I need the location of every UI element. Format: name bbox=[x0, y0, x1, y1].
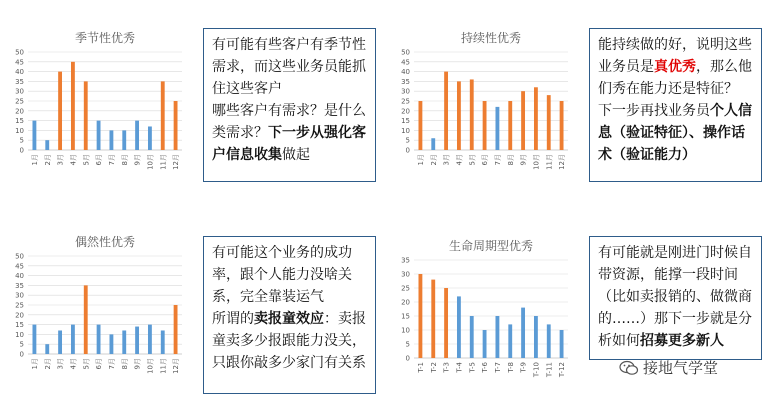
x-tick-label: 11月 bbox=[545, 154, 554, 170]
bar bbox=[508, 101, 512, 150]
note-persistent-d: 下一步再找业务员 bbox=[598, 103, 710, 119]
bar bbox=[457, 296, 461, 358]
bar bbox=[534, 87, 538, 150]
chart-title: 持续性优秀 bbox=[460, 31, 522, 45]
x-tick-label: 12月 bbox=[172, 154, 181, 170]
bar bbox=[71, 62, 75, 150]
note-persistent-emphasis: 个人信息（验证特征）、操作话术（验证能力） bbox=[598, 103, 752, 163]
bar bbox=[97, 325, 101, 354]
bar bbox=[122, 330, 126, 354]
bar bbox=[174, 305, 178, 354]
x-tick-label: 9月 bbox=[519, 154, 528, 166]
bar bbox=[547, 324, 551, 358]
x-tick-label: 10月 bbox=[146, 154, 155, 170]
note-occasional-line2 bbox=[212, 308, 368, 374]
x-tick-label: 3月 bbox=[56, 358, 65, 370]
y-tick-label: 15 bbox=[401, 117, 410, 126]
bar bbox=[483, 330, 487, 358]
y-tick-label: 5 bbox=[405, 340, 410, 349]
bar bbox=[444, 72, 448, 150]
y-tick-label: 30 bbox=[401, 270, 410, 279]
y-tick-label: 15 bbox=[15, 321, 24, 330]
chart-persistent-svg bbox=[392, 28, 574, 188]
note-persistent bbox=[589, 28, 762, 182]
x-tick-label: 9月 bbox=[133, 154, 142, 166]
note-seasonal-emphasis: 下一步从强化客户信息收集 bbox=[212, 125, 366, 163]
note-seasonal-question: 哪些客户有需求？是什么类需求？ bbox=[212, 103, 366, 141]
y-tick-label: 40 bbox=[401, 68, 410, 77]
chart-seasonal bbox=[6, 28, 188, 188]
bar bbox=[444, 288, 448, 358]
x-tick-label: T-9 bbox=[519, 362, 528, 373]
y-tick-label: 0 bbox=[405, 146, 410, 155]
x-tick-label: 7月 bbox=[107, 154, 116, 166]
note-persistent-line1 bbox=[598, 34, 754, 100]
x-tick-label: T-5 bbox=[468, 362, 477, 373]
x-tick-label: 8月 bbox=[120, 358, 129, 370]
y-tick-label: 40 bbox=[15, 68, 24, 77]
note-occasional-emphasis: 卖报童效应 bbox=[254, 311, 324, 327]
bar bbox=[457, 81, 461, 150]
bar bbox=[431, 138, 435, 150]
bar bbox=[560, 330, 564, 358]
x-tick-label: T-1 bbox=[416, 362, 425, 373]
x-tick-label: 5月 bbox=[468, 154, 477, 166]
y-tick-label: 35 bbox=[15, 281, 24, 290]
bar bbox=[521, 308, 525, 358]
x-tick-label: 1月 bbox=[30, 154, 39, 166]
chart-occasional-svg bbox=[6, 232, 188, 392]
y-tick-label: 50 bbox=[15, 48, 24, 57]
bar bbox=[560, 101, 564, 150]
bar bbox=[495, 316, 499, 358]
note-seasonal-line1: 有可能有些客户有季节性需求，而这些业务员能抓住这些客户 bbox=[212, 37, 366, 97]
x-tick-label: 8月 bbox=[120, 154, 129, 166]
bar bbox=[58, 72, 62, 150]
y-tick-label: 25 bbox=[15, 97, 24, 106]
y-tick-label: 5 bbox=[19, 136, 24, 145]
bar bbox=[32, 325, 36, 354]
bar bbox=[547, 95, 551, 150]
bar bbox=[174, 101, 178, 150]
y-tick-label: 5 bbox=[19, 340, 24, 349]
bar bbox=[521, 91, 525, 150]
y-tick-label: 10 bbox=[15, 330, 24, 339]
note-persistent-highlight: 真优秀 bbox=[654, 59, 696, 75]
note-persistent-line2 bbox=[598, 100, 754, 166]
x-tick-label: T-2 bbox=[429, 362, 438, 373]
note-seasonal-line2 bbox=[212, 100, 368, 166]
bar bbox=[534, 316, 538, 358]
x-tick-label: 11月 bbox=[159, 154, 168, 170]
x-tick-label: T-4 bbox=[455, 362, 464, 373]
x-tick-label: 1月 bbox=[416, 154, 425, 166]
bar bbox=[135, 327, 139, 354]
y-tick-label: 25 bbox=[401, 97, 410, 106]
y-tick-label: 25 bbox=[401, 284, 410, 293]
x-tick-label: 4月 bbox=[69, 358, 78, 370]
y-tick-label: 15 bbox=[15, 117, 24, 126]
y-tick-label: 10 bbox=[15, 126, 24, 135]
x-tick-label: T-11 bbox=[545, 362, 554, 378]
y-tick-label: 15 bbox=[401, 312, 410, 321]
x-tick-label: 8月 bbox=[506, 154, 515, 166]
y-tick-label: 10 bbox=[401, 126, 410, 135]
bar bbox=[148, 325, 152, 354]
x-tick-label: T-10 bbox=[532, 362, 541, 378]
watermark bbox=[619, 357, 718, 378]
note-occasional-line1: 有可能这个业务的成功率，跟个人能力没啥关系，完全靠装运气 bbox=[212, 245, 352, 305]
x-tick-label: T-3 bbox=[442, 362, 451, 373]
note-seasonal-tail: 做起 bbox=[282, 147, 310, 163]
x-tick-label: T-7 bbox=[493, 362, 502, 373]
y-tick-label: 25 bbox=[15, 301, 24, 310]
x-tick-label: 12月 bbox=[172, 358, 181, 374]
x-tick-label: 10月 bbox=[146, 358, 155, 374]
bar bbox=[45, 344, 49, 354]
x-tick-label: 6月 bbox=[95, 358, 104, 370]
x-tick-label: 6月 bbox=[481, 154, 490, 166]
bar bbox=[418, 101, 422, 150]
bar bbox=[418, 274, 422, 358]
bar bbox=[470, 79, 474, 150]
x-tick-label: 7月 bbox=[107, 358, 116, 370]
x-tick-label: 2月 bbox=[43, 154, 52, 166]
x-tick-label: 2月 bbox=[43, 358, 52, 370]
x-tick-label: T-6 bbox=[481, 362, 490, 373]
y-tick-label: 50 bbox=[401, 48, 410, 57]
bar bbox=[495, 107, 499, 150]
note-lifecycle-line1 bbox=[598, 242, 754, 352]
y-tick-label: 20 bbox=[15, 311, 24, 320]
note-occasional-c: ：卖报童卖多少报跟能力没关，只跟你敲多少家门有关系 bbox=[212, 311, 366, 371]
x-tick-label: 7月 bbox=[493, 154, 502, 166]
x-tick-label: 11月 bbox=[159, 358, 168, 374]
y-tick-label: 5 bbox=[405, 136, 410, 145]
chart-title: 季节性优秀 bbox=[74, 31, 136, 45]
note-occasional-a: 所谓的 bbox=[212, 311, 254, 327]
chart-title: 生命周期型优秀 bbox=[448, 239, 534, 253]
bar bbox=[148, 126, 152, 150]
y-tick-label: 0 bbox=[19, 146, 24, 155]
y-tick-label: 30 bbox=[15, 291, 24, 300]
y-tick-label: 20 bbox=[401, 107, 410, 116]
x-tick-label: 3月 bbox=[56, 154, 65, 166]
chart-occasional bbox=[6, 232, 188, 392]
y-tick-label: 30 bbox=[401, 87, 410, 96]
y-tick-label: 45 bbox=[15, 58, 24, 67]
bar bbox=[109, 334, 113, 354]
bar bbox=[84, 285, 88, 354]
y-tick-label: 35 bbox=[401, 77, 410, 86]
y-tick-label: 45 bbox=[15, 262, 24, 271]
y-tick-label: 45 bbox=[401, 58, 410, 67]
y-tick-label: 35 bbox=[401, 256, 410, 265]
y-tick-label: 20 bbox=[401, 298, 410, 307]
chart-lifecycle bbox=[392, 236, 574, 396]
note-persistent-a: 能持续做的好，说明这些业务员是 bbox=[598, 37, 752, 75]
x-tick-label: 12月 bbox=[558, 154, 567, 170]
x-tick-label: 4月 bbox=[455, 154, 464, 166]
bar bbox=[84, 81, 88, 150]
bar bbox=[71, 325, 75, 354]
y-tick-label: 10 bbox=[401, 326, 410, 335]
y-tick-label: 0 bbox=[405, 354, 410, 363]
y-tick-label: 30 bbox=[15, 87, 24, 96]
bar bbox=[109, 130, 113, 150]
bar bbox=[508, 324, 512, 358]
note-lifecycle-emphasis: 招募更多新人 bbox=[640, 333, 724, 349]
y-tick-label: 0 bbox=[19, 350, 24, 359]
note-lifecycle-a: 有可能就是刚进门时候自带资源，能撑一段时间（比如卖报销的、做微商的……）那下一步就是分析如何 bbox=[598, 245, 752, 349]
x-tick-label: 9月 bbox=[133, 358, 142, 370]
x-tick-label: 4月 bbox=[69, 154, 78, 166]
x-tick-label: 5月 bbox=[82, 358, 91, 370]
y-tick-label: 40 bbox=[15, 272, 24, 281]
y-tick-label: 50 bbox=[15, 252, 24, 261]
bar bbox=[32, 121, 36, 150]
note-persistent-c: ，那么他们秀在能力还是特征？ bbox=[598, 59, 752, 97]
note-seasonal bbox=[203, 28, 376, 182]
x-tick-label: T-8 bbox=[506, 362, 515, 373]
wechat-icon bbox=[619, 360, 639, 376]
note-occasional bbox=[203, 236, 376, 394]
x-tick-label: 10月 bbox=[532, 154, 541, 170]
bar bbox=[58, 330, 62, 354]
x-tick-label: 2月 bbox=[429, 154, 438, 166]
bar bbox=[135, 121, 139, 150]
x-tick-label: 5月 bbox=[82, 154, 91, 166]
x-tick-label: T-12 bbox=[558, 362, 567, 378]
chart-seasonal-svg bbox=[6, 28, 188, 188]
x-tick-label: 1月 bbox=[30, 358, 39, 370]
y-tick-label: 20 bbox=[15, 107, 24, 116]
y-tick-label: 35 bbox=[15, 77, 24, 86]
bar bbox=[431, 280, 435, 358]
bar bbox=[45, 140, 49, 150]
bar bbox=[97, 121, 101, 150]
chart-title: 偶然性优秀 bbox=[74, 235, 136, 249]
bar bbox=[122, 130, 126, 150]
chart-persistent bbox=[392, 28, 574, 188]
bar bbox=[161, 330, 165, 354]
watermark-text: 接地气学堂 bbox=[643, 359, 719, 377]
bar bbox=[483, 101, 487, 150]
note-lifecycle bbox=[589, 236, 762, 360]
bar bbox=[470, 316, 474, 358]
bar bbox=[161, 81, 165, 150]
x-tick-label: 3月 bbox=[442, 154, 451, 166]
chart-lifecycle-svg bbox=[392, 236, 574, 396]
x-tick-label: 6月 bbox=[95, 154, 104, 166]
